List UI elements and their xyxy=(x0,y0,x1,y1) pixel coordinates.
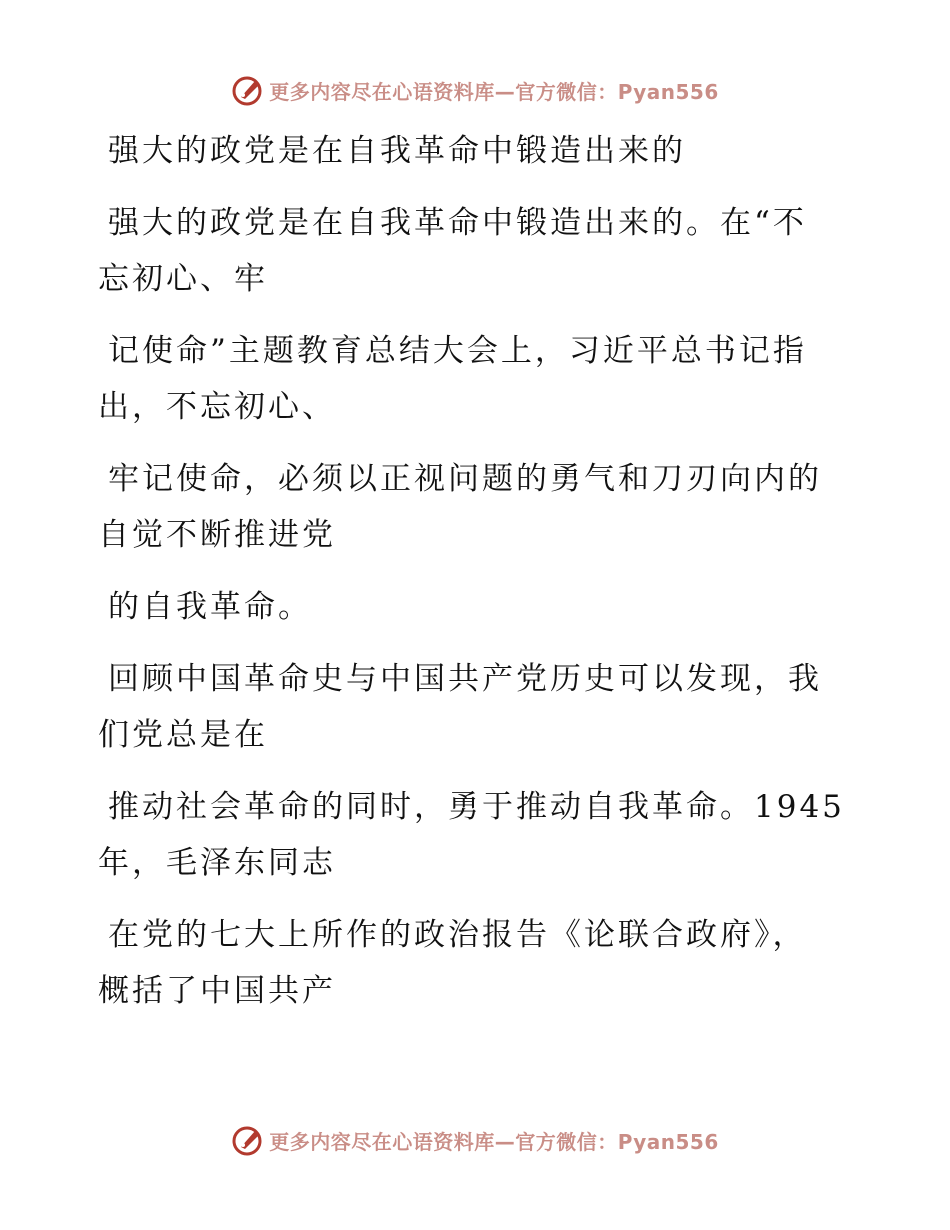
paragraph xyxy=(98,648,828,766)
paragraph xyxy=(98,776,845,894)
paragraph-line: 自觉不断推进党 xyxy=(98,517,336,553)
paragraph-line: 们党总是在 xyxy=(98,717,268,753)
paragraph xyxy=(98,448,828,566)
paragraph-line: 推动社会革命的同时，勇于推动自我革命。1945 xyxy=(108,789,845,825)
paragraph-line: 概括了中国共产 xyxy=(98,973,336,1009)
paragraph xyxy=(98,576,828,638)
paragraph-line: 忘初心、牢 xyxy=(98,261,268,297)
document-title-text: 强大的政党是在自我革命中锻造出来的 xyxy=(108,133,686,169)
paragraph-line: 回顾中国革命史与中国共产党历史可以发现，我 xyxy=(108,661,822,697)
paragraph-line: 牢记使命，必须以正视问题的勇气和刀刃向内的 xyxy=(108,461,822,497)
paragraph-line: 的自我革命。 xyxy=(108,589,312,625)
paragraph xyxy=(98,192,828,310)
paragraph-line: 强大的政党是在自我革命中锻造出来的。在“不 xyxy=(108,205,807,241)
paragraph-line: 记使命”主题教育总结大会上，习近平总书记指 xyxy=(108,333,807,369)
paragraph-line: 在党的七大上所作的政治报告《论联合政府》， xyxy=(108,917,807,953)
document-title xyxy=(98,120,828,182)
footer-banner xyxy=(0,1120,950,1160)
paragraph xyxy=(98,320,828,438)
paragraph-line: 年，毛泽东同志 xyxy=(98,845,336,881)
header-banner xyxy=(0,70,950,110)
header-banner-text: 更多内容尽在心语资料库—官方微信：Pyan556 xyxy=(269,79,719,104)
pen-nib-logo-icon xyxy=(231,73,265,107)
paragraph xyxy=(98,904,828,1022)
document-body xyxy=(98,120,845,1022)
pen-nib-logo-icon xyxy=(231,1123,265,1157)
footer-banner-text: 更多内容尽在心语资料库—官方微信：Pyan556 xyxy=(269,1129,719,1154)
paragraph-line: 出，不忘初心、 xyxy=(98,389,336,425)
